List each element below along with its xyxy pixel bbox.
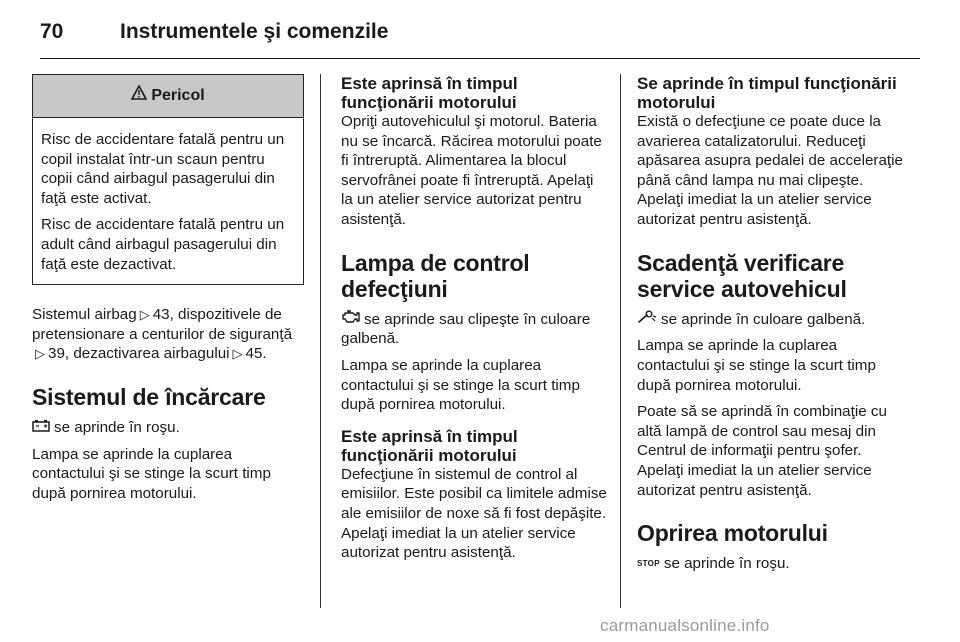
charging-heading: Sistemul de încărcare	[32, 383, 266, 410]
column-divider	[620, 74, 621, 608]
malfunction-line-text: se aprinde sau clipeşte în culoare galbenă.	[341, 310, 591, 348]
service-text-1: Lampa se aprinde la cuplarea contactului şi se stinge la scurt timp după pornirea motorului.	[637, 337, 876, 394]
malfunction-text: Lampa se aprinde la cuplarea contactului şi se stinge la scurt timp după pornirea motorului.	[341, 356, 580, 414]
service-line	[637, 310, 905, 330]
header-divider	[40, 58, 920, 59]
charging-line-text: se aprinde în roşu.	[54, 418, 180, 436]
charging-running-text: Opriţi autovehiculul şi motorul. Bateria nu se încarcă. Răcirea motorului poate fi întreruptă. Alimentarea la blocul servofrânei poate fi întreruptă. Apelaţi la un atelier service autorizat pentru asistenţă.	[341, 113, 602, 228]
service-wrench-icon	[637, 310, 657, 330]
cross-reference-arrow-icon: ▷	[35, 346, 45, 362]
stop-icon: STOP	[637, 559, 660, 569]
column-3	[637, 74, 905, 574]
engine-icon	[341, 310, 360, 330]
airbag-text-1: Sistemul airbag	[32, 306, 137, 324]
warning-text-1: Risc de accidentare fatală pentru un copil instalat într-un scaun pentru copii când airbagul pasagerului din faţă este activat.	[41, 131, 285, 207]
page-title: Instrumentele şi comenzile	[120, 20, 389, 43]
column-2	[341, 74, 609, 563]
airbag-text-2: 43, dispozitivele de pretensionare a centurilor de siguranţă	[32, 306, 293, 343]
malfunction-running-heading: Este aprinsă în timpul funcţionării motorului	[341, 426, 518, 465]
airbag-text-4: 45.	[245, 345, 267, 363]
cross-reference-arrow-icon: ▷	[232, 346, 243, 362]
watermark: carmanualsonline.info	[600, 616, 770, 635]
service-line-text: se aprinde în culoare galbenă.	[661, 310, 866, 328]
malfunction-line	[341, 310, 609, 349]
engine-stop-heading: Oprirea motorului	[637, 520, 828, 547]
charging-running-heading: Este aprinsă în timpul funcţionării motorului	[341, 74, 518, 112]
charging-text: Lampa se aprinde la cuplarea contactului şi se stinge la scurt timp după pornirea motorului.	[32, 445, 271, 502]
warning-box	[32, 74, 304, 285]
malfunction-heading: Lampa de control defecţiuni	[341, 249, 530, 302]
warning-label: Pericol	[151, 87, 205, 105]
engine-stop-line	[637, 554, 905, 574]
service-heading: Scadenţă verificare service autovehicul	[637, 249, 847, 302]
page-number: 70	[40, 20, 64, 43]
airbag-reference	[32, 305, 304, 364]
warning-header	[33, 75, 303, 118]
battery-icon	[32, 418, 50, 438]
catalyst-text: Există o defecţiune ce poate duce la avarierea catalizatorului. Reduceţi apăsarea asupra pedalei de acceleraţie până când lampa nu mai clipeşte. Apelaţi imediat la un atelier service autorizat pentru asistenţă.	[637, 113, 903, 228]
service-text-2: Poate să se aprindă în combinaţie cu altă lampă de control sau mesaj din Centrul de informaţii pentru şofer. Apelaţi imediat la un atelier service autorizat pentru asistenţă.	[637, 403, 887, 499]
column-divider	[320, 74, 321, 608]
airbag-text-3: 39, dezactivarea airbagului	[48, 345, 230, 363]
warning-triangle-icon	[131, 75, 147, 117]
page-header	[40, 14, 920, 54]
cross-reference-arrow-icon: ▷	[139, 307, 150, 323]
charging-line	[32, 418, 304, 438]
warning-body	[33, 118, 303, 284]
catalyst-heading: Se aprinde în timpul funcţionării motorului	[637, 74, 897, 112]
column-1	[32, 74, 304, 504]
warning-text-2: Risc de accidentare fatală pentru un adult când airbagul pasagerului din faţă este dezactivat.	[41, 216, 285, 273]
engine-stop-line-text: se aprinde în roşu.	[663, 555, 790, 573]
malfunction-running-text: Defecţiune în sistemul de control al emisiilor. Este posibil ca limitele admise ale emisiilor de noxe să fi fost depăşite. Apelaţi imediat la un atelier service autorizat pentru asistenţă.	[341, 465, 607, 562]
